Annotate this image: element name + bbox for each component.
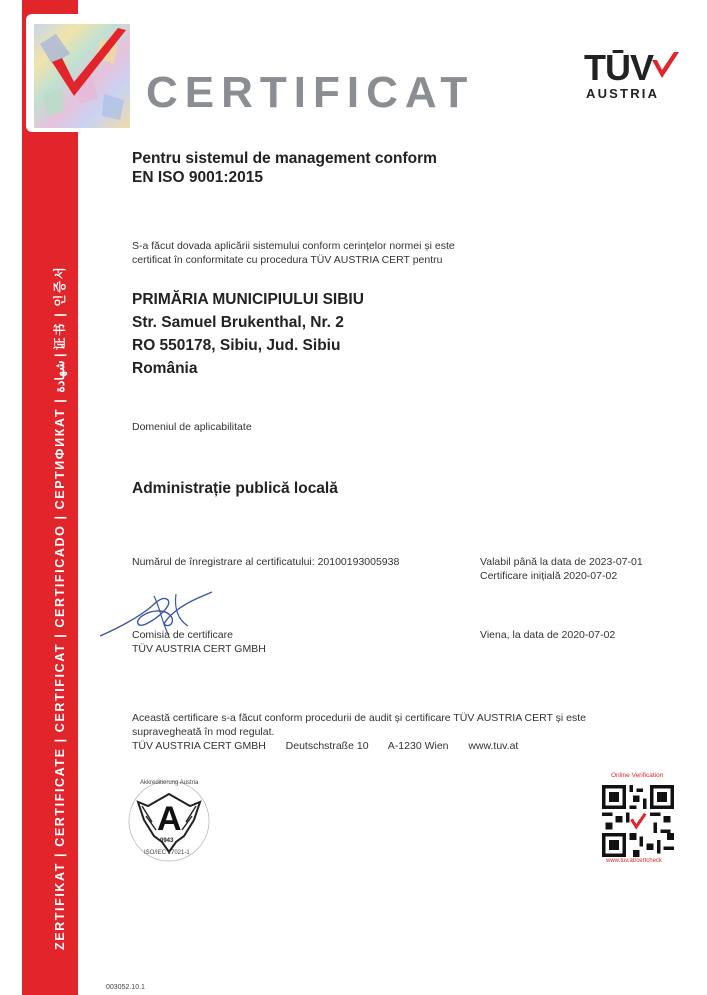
company-country: România [132,360,198,377]
document-code: 003052.10.1 [106,984,145,991]
footer-city: A-1230 Wien [387,740,449,752]
scope-value: Administrație publică locală [132,480,338,497]
signature-line-2: TÜV AUSTRIA CERT GMBH [132,643,266,655]
footer-address-row [132,739,586,753]
logo-check-icon [650,50,680,80]
standard-line-1: Pentru sistemul de management conform [132,150,437,167]
place-date: Viena, la data de 2020-07-02 [480,629,616,641]
seal-bottom-text: ISO/IEC 17021-1 [144,850,190,856]
validity-block [480,555,643,583]
company-block [132,288,364,380]
footer-web: www.tuv.at [468,740,519,752]
intro-line-2: certificat în conformitate cu procedura TÜV AUSTRIA CERT pentru [132,254,443,266]
hologram-check-icon [34,24,130,128]
logo-brand-text: TŪV [584,47,653,88]
footer-line-2: supravegheată în mod regulat. [132,726,275,738]
accreditation-seal [124,776,214,866]
footer-street: Deutschstraße 10 [285,740,369,752]
company-city: RO 550178, Sibiu, Jud. Sibiu [132,337,341,354]
valid-until: Valabil până la data de 2023-07-01 [480,556,643,568]
tuv-austria-logo [584,47,684,101]
hologram-sticker [34,24,130,128]
footer-line-1: Această certificare s-a făcut conform procedurii de audit și certificare TÜV AUSTRIA CERT și este [132,712,587,724]
intro-text [132,239,455,267]
verification-label: Online Verification [611,772,664,779]
verification-url[interactable]: www.tuv.at/certcheck [606,858,662,864]
signature-line-1: Comisia de certificare [132,629,233,641]
signature-caption [132,628,266,656]
initial-certification: Certificare inițială 2020-07-02 [480,570,618,582]
registration-number: Numărul de înregistrare al certificatului: 20100193005938 [132,556,400,568]
company-street: Str. Samuel Brukenthal, Nr. 2 [132,314,344,331]
side-band-text: ZERTIFIKAT | CERTIFICATE | CERTIFICAT | CERTIFICADO | СЕРТИФИКАТ | شهادة | 证书 | 인증서 [53,265,67,950]
page-title: CERTIFICAT [146,68,475,117]
company-name: PRIMĂRIA MUNICIPIULUI SIBIU [132,291,364,308]
footer-text [132,711,586,753]
seal-top-text: Akkreditierung Austria [140,780,199,786]
seal-number: 0943 [160,838,174,844]
footer-company: TÜV AUSTRIA CERT GMBH [132,740,266,752]
intro-line-1: S-a făcut dovada aplicării sistemului conform cerințelor normei și este [132,240,455,252]
seal-letter: A [157,800,182,838]
logo-country-text: AUSTRIA [586,86,660,101]
standard-line-2: EN ISO 9001:2015 [132,169,263,186]
standard-block [132,149,437,187]
qr-code-icon[interactable] [602,785,674,857]
scope-label: Domeniul de aplicabilitate [132,421,252,433]
